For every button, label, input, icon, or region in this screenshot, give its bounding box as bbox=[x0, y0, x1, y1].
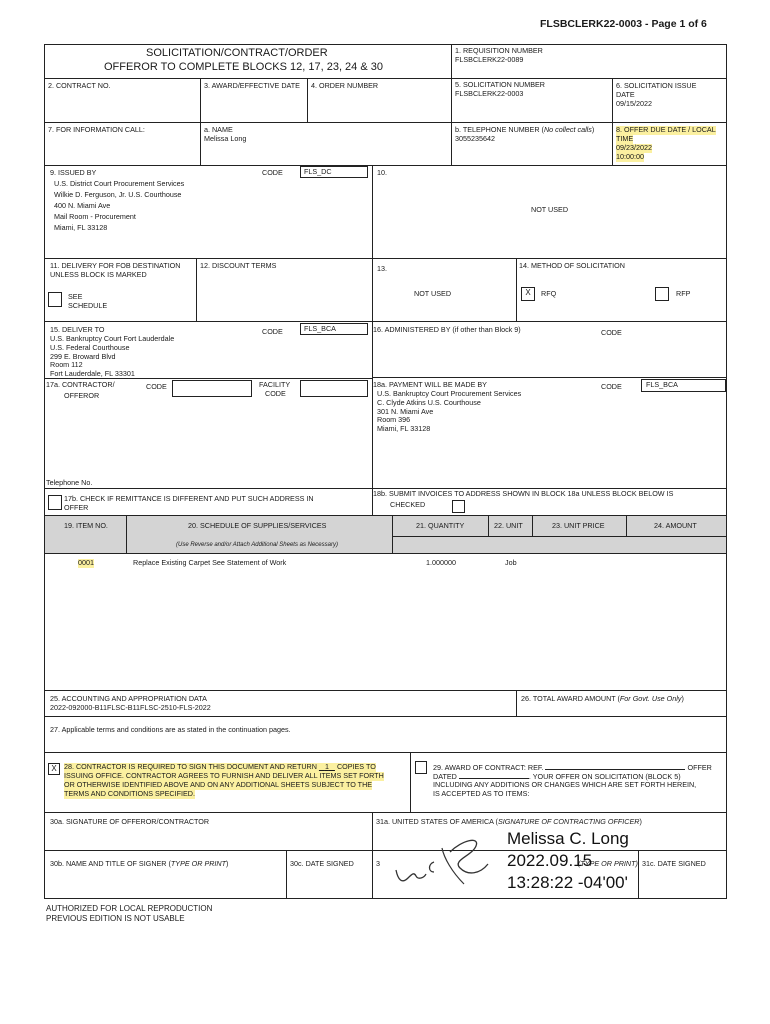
footer-line2: PREVIOUS EDITION IS NOT USABLE bbox=[46, 914, 185, 923]
block28-line1: 28. CONTRACTOR IS REQUIRED TO SIGN THIS DOCUMENT AND RETURN 1 COPIES TO bbox=[64, 762, 376, 771]
payment-code-label: CODE bbox=[601, 382, 622, 391]
offer-due-time: 10:00:00 bbox=[616, 152, 644, 161]
rfq-label: RFQ bbox=[541, 289, 557, 298]
block13-value: NOT USED bbox=[414, 289, 452, 298]
rfq-checkbox[interactable]: X bbox=[521, 287, 535, 301]
block13-label: 13. bbox=[377, 264, 387, 273]
handwritten-signature-icon bbox=[382, 828, 502, 898]
signature-offeror-label: 30a. SIGNATURE OF OFFEROR/CONTRACTOR bbox=[50, 817, 210, 826]
item-quantity: 1.000000 bbox=[426, 558, 456, 567]
info-name-label: a. NAME bbox=[204, 125, 233, 134]
administered-by-label: 16. ADMINISTERED BY (if other than Block 9) bbox=[373, 325, 521, 334]
item-unit: Job bbox=[505, 558, 517, 567]
requisition-number-label: 1. REQUISITION NUMBER bbox=[455, 46, 543, 55]
administered-by-code-label: CODE bbox=[601, 328, 622, 337]
facility-code-box bbox=[300, 380, 368, 397]
deliver-to-code-label: CODE bbox=[262, 327, 283, 336]
solicitation-number-value: FLSBCLERK22-0003 bbox=[455, 89, 524, 98]
signature-name: Melissa C. Long bbox=[507, 829, 629, 848]
remittance-label-1: 17b. CHECK IF REMITTANCE IS DIFFERENT AND PUT SUCH ADDRESS IN bbox=[64, 494, 314, 503]
delivery-fob-label-1: 11. DELIVERY FOR FOB DESTINATION bbox=[50, 261, 181, 270]
signature-officer-label: 31a. UNITED STATES OF AMERICA (SIGNATURE OF CONTRACTING OFFICER) bbox=[376, 817, 642, 826]
signer-name-label: 30b. NAME AND TITLE OF SIGNER (TYPE OR PRINT) bbox=[50, 859, 229, 868]
rfp-checkbox[interactable] bbox=[655, 287, 669, 301]
total-award-label: 26. TOTAL AWARD AMOUNT (For Govt. Use Only) bbox=[521, 694, 684, 703]
solicitation-number-label: 5. SOLICITATION NUMBER bbox=[455, 80, 545, 89]
see-schedule-label-1: SEE bbox=[68, 292, 83, 301]
date-signed-31c-label: 31c. DATE SIGNED bbox=[642, 859, 706, 868]
see-schedule-checkbox[interactable] bbox=[48, 292, 62, 307]
block31b-type-print: (TYPE OR PRINT) bbox=[578, 859, 638, 868]
contractor-label-1: 17a. CONTRACTOR/ bbox=[46, 380, 115, 389]
block10-value: NOT USED bbox=[531, 205, 569, 214]
method-solicitation-label: 14. METHOD OF SOLICITATION bbox=[519, 261, 625, 270]
issued-by-label: 9. ISSUED BY bbox=[50, 168, 97, 177]
col-quantity: 21. QUANTITY bbox=[416, 521, 465, 530]
block10-label: 10. bbox=[377, 168, 387, 177]
telephone-value: 3055235642 bbox=[455, 134, 495, 143]
block29-checkbox[interactable] bbox=[415, 761, 427, 774]
payment-by-label: 18a. PAYMENT WILL BE MADE BY bbox=[373, 380, 487, 389]
col-supplies: 20. SCHEDULE OF SUPPLIES/SERVICES bbox=[188, 521, 327, 530]
issued-by-code-value: FLS_DC bbox=[304, 167, 332, 176]
terms-conditions-text: 27. Applicable terms and conditions are as stated in the continuation pages. bbox=[50, 725, 291, 734]
deliver-to-label: 15. DELIVER TO bbox=[50, 325, 105, 334]
info-call-label: 7. FOR INFORMATION CALL: bbox=[48, 125, 145, 134]
block28-line4: TERMS AND CONDITIONS SPECIFIED. bbox=[64, 789, 195, 798]
footer-line1: AUTHORIZED FOR LOCAL REPRODUCTION bbox=[46, 904, 213, 913]
requisition-number-value: FLSBCLERK22-0089 bbox=[455, 55, 524, 64]
contractor-code-label: CODE bbox=[146, 382, 167, 391]
block29-line4: IS ACCEPTED AS TO ITEMS: bbox=[433, 789, 530, 798]
offer-due-label-1: 8. OFFER DUE DATE / LOCAL bbox=[616, 125, 716, 134]
info-name-value: Melissa Long bbox=[204, 134, 247, 143]
form-title-line1: SOLICITATION/CONTRACT/ORDER bbox=[146, 47, 328, 59]
submit-invoices-label-2: CHECKED bbox=[390, 500, 426, 509]
col-unit: 22. UNIT bbox=[494, 521, 523, 530]
item-no-value: 0001 bbox=[78, 558, 94, 567]
remittance-label-2: OFFER bbox=[64, 503, 89, 512]
offer-due-label-2: TIME bbox=[616, 134, 634, 143]
signature-time: 13:28:22 -04'00' bbox=[507, 873, 628, 892]
page-header: FLSBCLERK22-0003 - Page 1 of 6 bbox=[540, 18, 707, 30]
deliver-to-address: U.S. Bankruptcy Court Fort Lauderdale U.S. Federal Courthouse 299 E. Broward Blvd Room 112 Fort Lauderdale, FL 33301 bbox=[50, 334, 175, 379]
schedule-subnote: (Use Reverse and/or Attach Additional Sheets as Necessary) bbox=[176, 542, 338, 548]
submit-invoices-label-1: 18b. SUBMIT INVOICES TO ADDRESS SHOWN IN BLOCK 18a UNLESS BLOCK BELOW IS bbox=[373, 489, 674, 498]
solicitation-issue-label-2: DATE bbox=[616, 90, 635, 99]
date-signed-30c-label: 30c. DATE SIGNED bbox=[290, 859, 354, 868]
issued-by-address: U.S. District Court Procurement Services Wilkie D. Ferguson, Jr. U.S. Courthouse 400 N. Miami Ave Mail Room - Procurement Miami, FL 33128 bbox=[54, 179, 185, 232]
deliver-to-code-value: FLS_BCA bbox=[304, 324, 336, 333]
col-item-no: 19. ITEM NO. bbox=[64, 521, 108, 530]
issued-by-code-label: CODE bbox=[262, 168, 283, 177]
signature-date: 2022.09.15 bbox=[507, 851, 593, 870]
col-amount: 24. AMOUNT bbox=[654, 521, 697, 530]
block31b-label: 3 bbox=[376, 859, 380, 868]
payment-code-value: FLS_BCA bbox=[646, 380, 678, 389]
facility-code-label-2: CODE bbox=[265, 389, 286, 398]
block28-line3: OR OTHERWISE IDENTIFIED ABOVE AND ON ANY ADDITIONAL SHEETS SUBJECT TO THE bbox=[64, 780, 373, 789]
telephone-label: b. TELEPHONE NUMBER (No collect calls) bbox=[455, 125, 595, 134]
item-description: Replace Existing Carpet See Statement of Work bbox=[133, 558, 287, 567]
offer-due-date: 09/23/2022 bbox=[616, 143, 652, 152]
block28-line2: ISSUING OFFICE. CONTRACTOR AGREES TO FURNISH AND DELIVER ALL ITEMS SET FORTH bbox=[64, 771, 384, 780]
accounting-data-value: 2022-092000-B11FLSC-B11FLSC-2510-FLS-2022 bbox=[50, 703, 211, 712]
order-number-label: 4. ORDER NUMBER bbox=[311, 81, 379, 90]
award-date-label: 3. AWARD/EFFECTIVE DATE bbox=[204, 81, 300, 90]
form-title-line2: OFFEROR TO COMPLETE BLOCKS 12, 17, 23, 24 & 30 bbox=[104, 61, 383, 73]
accounting-data-label: 25. ACCOUNTING AND APPROPRIATION DATA bbox=[50, 694, 207, 703]
block29-line1: 29. AWARD OF CONTRACT: REF. OFFER bbox=[433, 763, 712, 772]
rfp-label: RFP bbox=[676, 289, 691, 298]
telephone-no-label: Telephone No. bbox=[46, 478, 93, 487]
contractor-label-2: OFFEROR bbox=[64, 391, 100, 400]
solicitation-issue-date: 09/15/2022 bbox=[616, 99, 652, 108]
col-unit-price: 23. UNIT PRICE bbox=[552, 521, 605, 530]
see-schedule-label-2: SCHEDULE bbox=[68, 301, 108, 310]
facility-code-label-1: FACILITY bbox=[259, 380, 291, 389]
contract-no-label: 2. CONTRACT NO. bbox=[48, 81, 111, 90]
remittance-checkbox[interactable] bbox=[48, 495, 62, 510]
solicitation-issue-label-1: 6. SOLICITATION ISSUE bbox=[616, 81, 697, 90]
block28-checkbox[interactable]: X bbox=[48, 763, 60, 775]
block29-line3: INCLUDING ANY ADDITIONS OR CHANGES WHICH ARE SET FORTH HEREIN, bbox=[433, 780, 697, 789]
submit-invoices-checkbox[interactable] bbox=[452, 500, 465, 513]
delivery-fob-label-2: UNLESS BLOCK IS MARKED bbox=[50, 270, 147, 279]
discount-terms-label: 12. DISCOUNT TERMS bbox=[200, 261, 277, 270]
payment-address: U.S. Bankruptcy Court Procurement Services C. Clyde Atkins U.S. Courthouse 301 N. Miami Ave Room 396 Miami, FL 33128 bbox=[377, 389, 522, 434]
block29-line2: DATED . YOUR OFFER ON SOLICITATION (BLOCK 5) bbox=[433, 772, 681, 781]
contractor-code-box bbox=[172, 380, 252, 397]
